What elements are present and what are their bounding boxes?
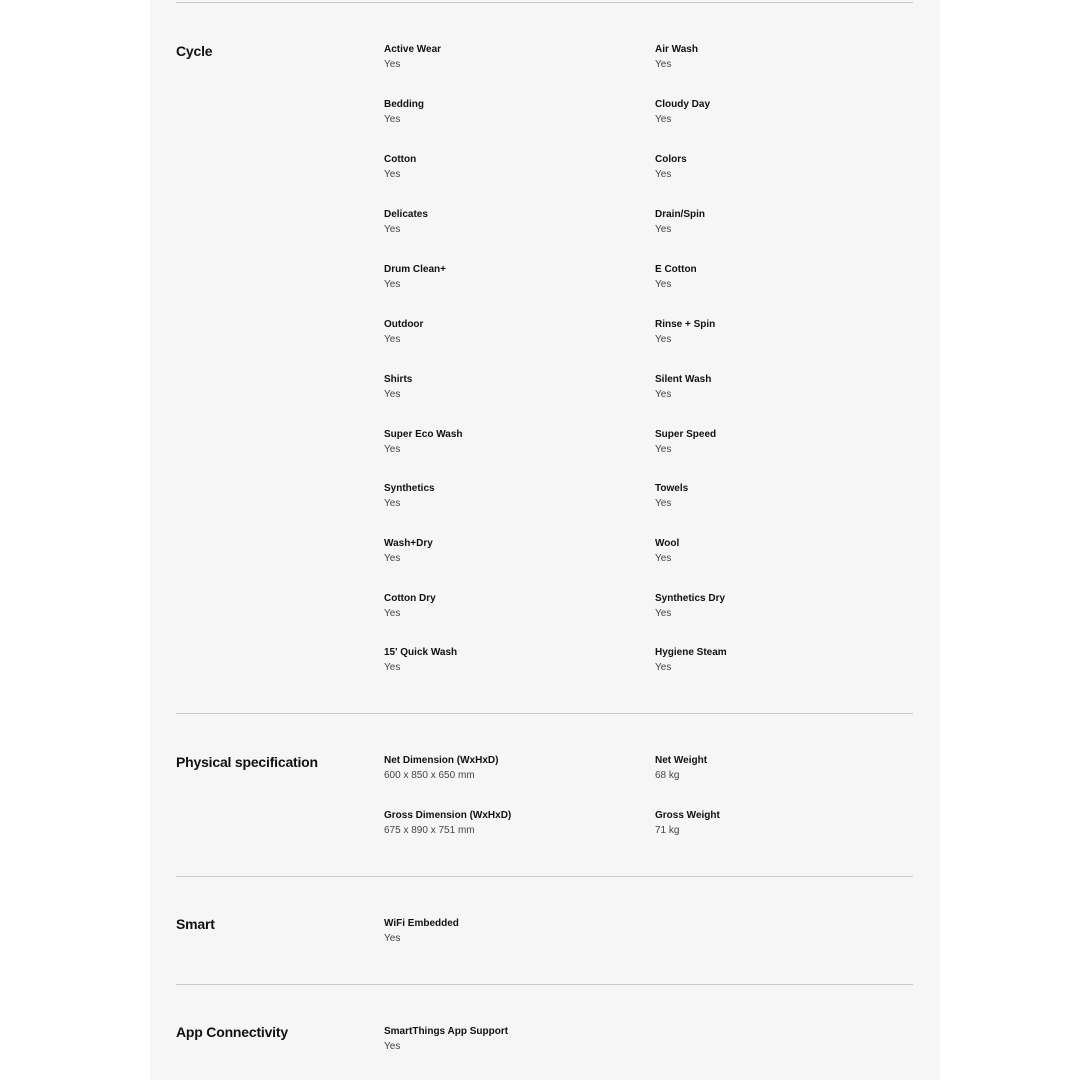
section-title-cycle: Cycle [176, 43, 213, 59]
spec-item [384, 482, 624, 510]
spec-label: Hygiene Steam [655, 647, 727, 658]
spec-label: Delicates [384, 209, 428, 220]
spec-label: Drum Clean+ [384, 264, 446, 275]
spec-item [384, 592, 624, 620]
spec-label: Super Speed [655, 429, 717, 440]
spec-label: SmartThings App Support [384, 1026, 509, 1037]
spec-label: Towels [655, 483, 689, 494]
spec-label: Active Wear [384, 44, 442, 55]
spec-label: Wash+Dry [384, 538, 433, 549]
spec-item [655, 428, 895, 456]
divider-top [176, 2, 913, 3]
spec-value: Yes [384, 662, 401, 673]
spec-label: Synthetics [384, 483, 435, 494]
spec-value: Yes [384, 498, 401, 509]
section-title-app-connectivity: App Connectivity [176, 1024, 288, 1040]
spec-label: Cotton [384, 154, 417, 165]
spec-label: Gross Weight [655, 810, 720, 821]
spec-value: Yes [384, 608, 401, 619]
spec-value: Yes [655, 114, 672, 125]
spec-label: Wool [655, 538, 680, 549]
spec-item [655, 153, 895, 181]
spec-value: Yes [384, 169, 401, 180]
spec-label: Synthetics Dry [655, 593, 726, 604]
spec-label: WiFi Embedded [384, 918, 459, 929]
spec-value: Yes [384, 389, 401, 400]
spec-value: Yes [384, 279, 401, 290]
spec-item [384, 754, 624, 782]
spec-item [655, 373, 895, 401]
section-title-smart: Smart [176, 916, 215, 932]
spec-value: Yes [384, 224, 401, 235]
spec-value: Yes [384, 444, 401, 455]
spec-value: Yes [655, 498, 672, 509]
section-title-physical: Physical specification [176, 754, 318, 770]
spec-value: Yes [655, 334, 672, 345]
spec-item [384, 98, 624, 126]
spec-value: Yes [384, 1041, 401, 1052]
spec-item [384, 318, 624, 346]
spec-value: Yes [655, 279, 672, 290]
spec-label: E Cotton [655, 264, 697, 275]
spec-label: Outdoor [384, 319, 424, 330]
spec-label: Super Eco Wash [384, 429, 463, 440]
spec-item [384, 373, 624, 401]
spec-value: Yes [655, 169, 672, 180]
spec-item [384, 263, 624, 291]
spec-value: Yes [655, 662, 672, 673]
spec-value: Yes [384, 114, 401, 125]
spec-item [655, 98, 895, 126]
spec-item [655, 318, 895, 346]
spec-value: Yes [384, 334, 401, 345]
spec-label: Rinse + Spin [655, 319, 716, 330]
spec-label: Net Weight [655, 755, 708, 766]
spec-item [655, 646, 895, 674]
spec-item [655, 482, 895, 510]
spec-item [384, 917, 624, 945]
spec-item [655, 263, 895, 291]
spec-label: Air Wash [655, 44, 698, 55]
spec-value: 71 kg [655, 825, 680, 836]
spec-label: Drain/Spin [655, 209, 706, 220]
spec-value: Yes [655, 224, 672, 235]
spec-label: Gross Dimension (WxHxD) [384, 810, 512, 821]
spec-value: Yes [655, 608, 672, 619]
spec-label: Shirts [384, 374, 413, 385]
spec-value: 600 x 850 x 650 mm [384, 770, 475, 781]
spec-label: Bedding [384, 99, 424, 110]
spec-value: Yes [655, 389, 672, 400]
spec-item [384, 809, 624, 837]
spec-item [384, 537, 624, 565]
spec-value: Yes [655, 444, 672, 455]
spec-item [655, 592, 895, 620]
spec-item [655, 537, 895, 565]
spec-label: Colors [655, 154, 687, 165]
spec-item [655, 43, 895, 71]
spec-value: Yes [384, 933, 401, 944]
spec-item [384, 153, 624, 181]
divider-physical [176, 876, 913, 877]
spec-value: 68 kg [655, 770, 680, 781]
spec-value: Yes [655, 553, 672, 564]
spec-item [655, 754, 895, 782]
spec-item [384, 428, 624, 456]
spec-item [384, 1025, 624, 1053]
spec-label: Silent Wash [655, 374, 712, 385]
spec-value: Yes [384, 59, 401, 70]
spec-value: Yes [384, 553, 401, 564]
spec-item [384, 646, 624, 674]
spec-value: 675 x 890 x 751 mm [384, 825, 475, 836]
spec-item [655, 208, 895, 236]
spec-item [655, 809, 895, 837]
spec-item [384, 208, 624, 236]
divider-cycle [176, 713, 913, 714]
spec-label: Net Dimension (WxHxD) [384, 755, 499, 766]
spec-value: Yes [655, 59, 672, 70]
spec-item [384, 43, 624, 71]
spec-label: Cloudy Day [655, 99, 711, 110]
spec-label: Cotton Dry [384, 593, 436, 604]
spec-label: 15' Quick Wash [384, 647, 458, 658]
divider-smart [176, 984, 913, 985]
